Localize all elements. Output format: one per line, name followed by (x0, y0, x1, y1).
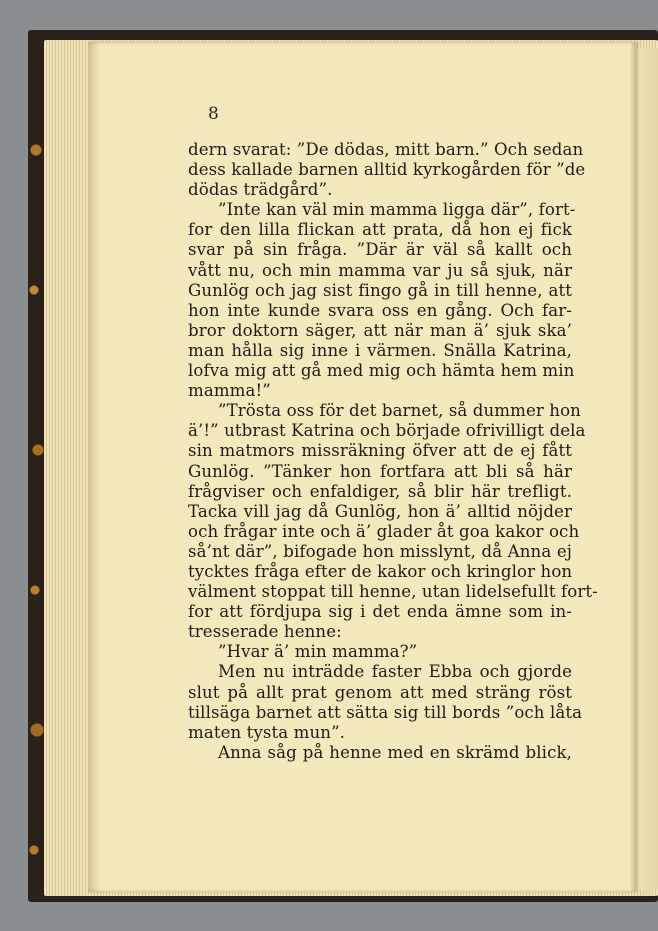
page-text (188, 140, 598, 763)
text-line: lofva mig att gå med mig och hämta hem min (188, 361, 575, 381)
text-line: maten tysta mun”. (188, 722, 346, 742)
text-line: Men nu inträdde faster Ebba och gjorde (218, 662, 572, 682)
text-line: slut på allt prat genom att med sträng röst (188, 682, 572, 702)
page-number: 8 (208, 104, 219, 124)
text-line: tillsäga barnet att sätta sig till bords ”och låta (188, 702, 583, 722)
text-line: Gunlög. ”Tänker hon fortfara att bli så här (188, 461, 572, 481)
text-line: dödas trädgård”. (188, 180, 333, 200)
text-line: svar på sin fråga. ”Där är väl så kallt och (188, 240, 572, 260)
text-line: tycktes fråga efter de kakor och kringlor hon (188, 561, 573, 581)
text-line: och frågar inte och ä’ glader åt goa kakor och (188, 521, 580, 541)
text-line: for att fördjupa sig i det enda ämne som in- (188, 602, 572, 622)
text-line: mamma!” (188, 381, 271, 401)
text-line: så’nt där”, bifogade hon misslynt, då Anna ej (188, 541, 572, 561)
text-line: ”Inte kan väl min mamma ligga där”, fort- (218, 200, 576, 220)
text-line: vått nu, och min mamma var ju så sjuk, när (188, 260, 572, 280)
text-line: tresserade henne: (188, 622, 342, 642)
text-line: dess kallade barnen alltid kyrkogården för ”de (188, 160, 586, 180)
text-line: sin matmors missräkning öfver att de ej fått (188, 441, 572, 461)
text-line: Tacka vill jag då Gunlög, hon ä’ alltid nöjder (188, 501, 572, 521)
text-line: bror doktorn säger, att när man ä’ sjuk ska’ (188, 320, 572, 340)
text-line: dern svarat: ”De dödas, mitt barn.” Och sedan (188, 140, 584, 159)
text-line: man hålla sig inne i värmen. Snälla Katrina, (188, 340, 572, 360)
text-line: ä’!” utbrast Katrina och började ofrivilligt dela (188, 421, 586, 441)
text-line: frågviser och enfaldiger, så blir här trefligt. (188, 481, 572, 501)
text-line: Gunlög och jag sist fingo gå in till henne, att (188, 280, 572, 300)
gutter-shadow (88, 42, 100, 892)
text-line: for den lilla flickan att prata, då hon ej fick (188, 220, 572, 240)
text-line: ”Hvar ä’ min mamma?” (218, 642, 418, 662)
text-line: Anna såg på henne med en skrämd blick, (218, 742, 572, 762)
text-line: välment stoppat till henne, utan lidelsefullt fort- (188, 582, 598, 602)
text-line: ”Trösta oss för det barnet, så dummer hon (218, 401, 581, 421)
text-line: hon inte kunde svara oss en gång. Och far- (188, 300, 572, 320)
